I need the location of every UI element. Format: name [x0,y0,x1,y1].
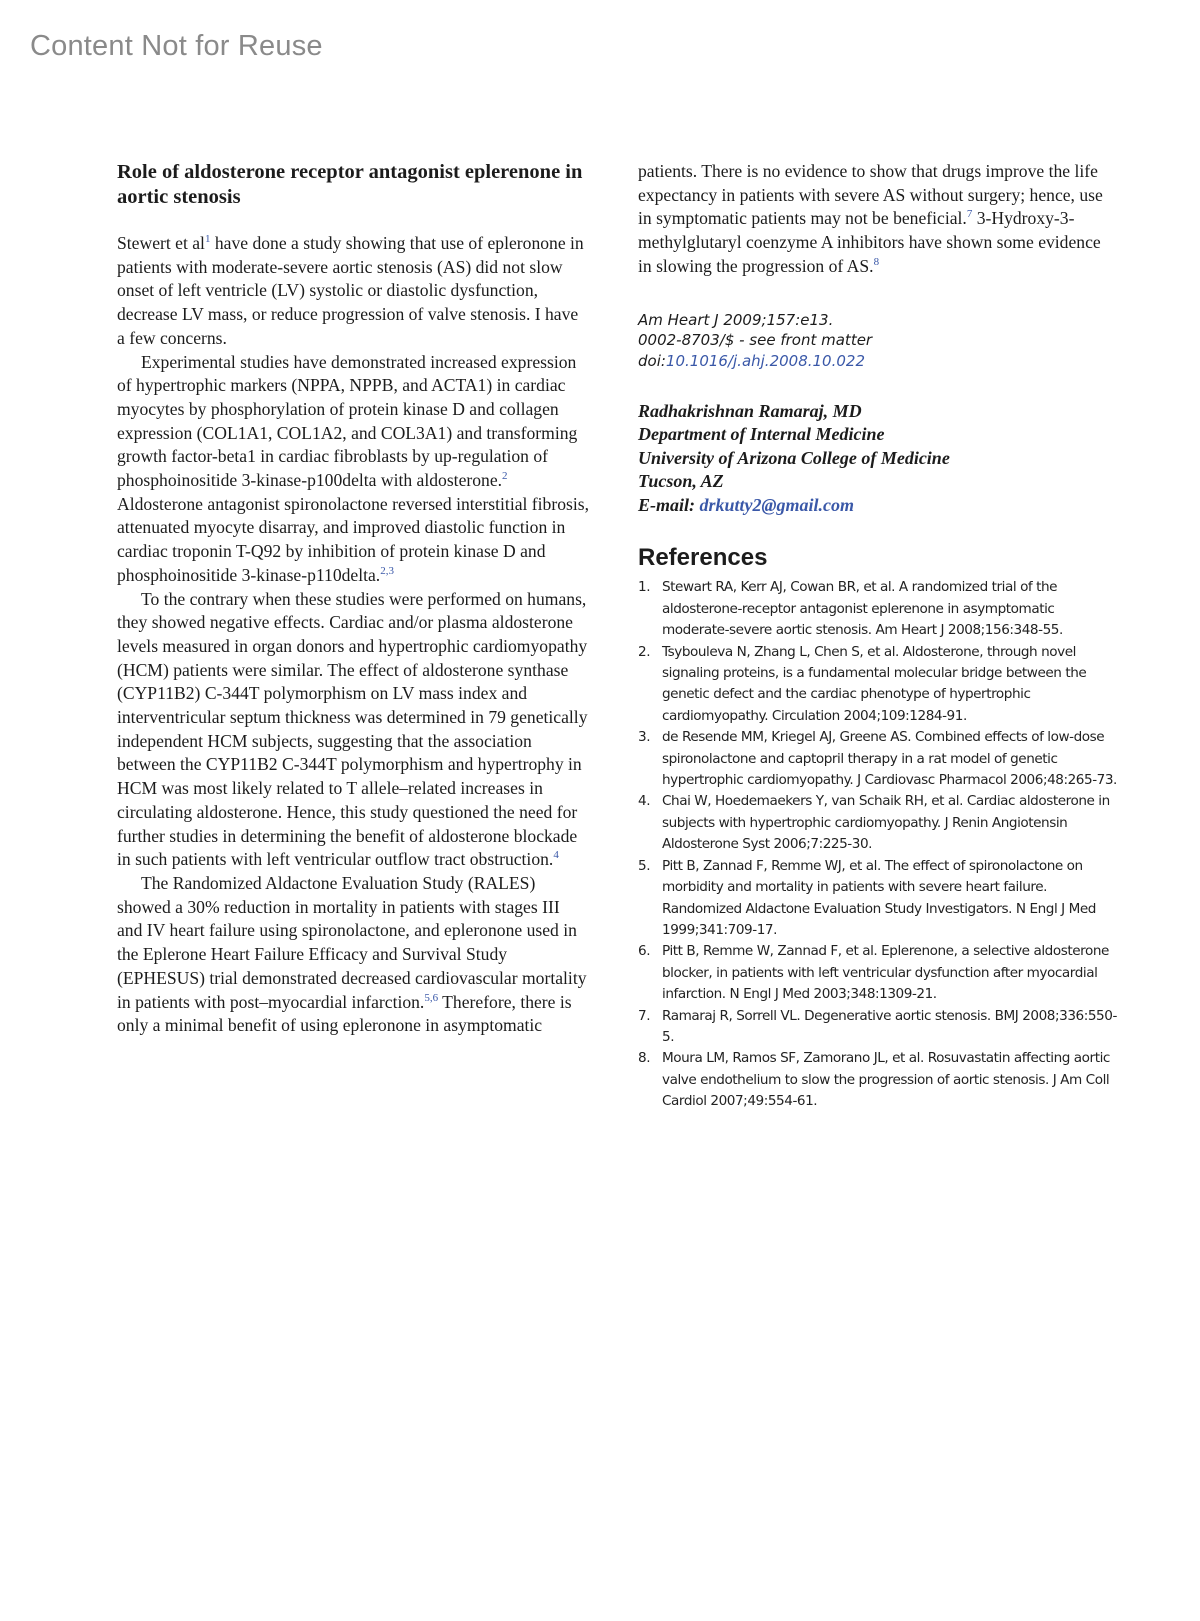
citation-superscript[interactable]: 4 [553,849,559,862]
reference-text: Pitt B, Zannad F, Remme WJ, et al. The effect of spironolactone on morbidity and mortality in patients with severe heart failure. Randomized Aldactone Evaluation Study Investigators. N Engl J Med 1999;341:709-17. [662,857,1096,938]
citation-superscript[interactable]: 2 [502,470,508,483]
journal-citation: Am Heart J 2009;157:e13. [638,310,834,329]
reference-text: Pitt B, Remme W, Zannad F, et al. Eplerenone, a selective aldosterone blocker, in patients with left ventricular dysfunction after myocardial infarction. N Engl J Med 2003;348:1309-21. [662,943,1109,1003]
reference-number: 5. [638,857,651,874]
reference-number: 8. [638,1050,651,1067]
author-block [638,400,1118,518]
reference-text: Tsybouleva N, Zhang L, Chen S, et al. Aldosterone, through novel signaling proteins, is a fundamental molecular bridge between the genetic defect and the cardiac phenotype of hypertrophic cardiomyopathy. Circulation 2004;109:1284-91. [662,643,1087,724]
author-email-link[interactable]: drkutty2@gmail.com [699,494,854,515]
paragraph-4-continued: patients. There is no evidence to show that drugs improve the life expectancy in patients with severe AS without surgery; hence, use in symptomatic patients may not be beneficial.$^7$ 3-Hydroxy-3-methylglutaryl coenzyme A inhibitors have shown some evidence in slowing the progression of AS.$^8$ [638,161,1103,276]
reference-number: 3. [638,729,651,746]
references-heading: References [638,544,768,572]
left-column [117,160,589,1038]
reference-text: Chai W, Hoedemaekers Y, van Schaik RH, et al. Cardiac aldosterone in subjects with hypertrophic cardiomyopathy. J Renin Angiotensin Aldosterone Syst 2006;7:225-30. [662,793,1110,853]
reference-number: 2. [638,643,651,660]
reference-item [638,1006,1118,1049]
reference-item [638,642,1118,728]
author-email-line [638,494,1118,518]
reference-item [638,727,1118,791]
reference-text: Moura LM, Ramos SF, Zamorano JL, et al. Rosuvastatin affecting aortic valve endothelium to slow the progression of aortic stenosis. J Am Coll Cardiol 2007;49:554-61. [662,1050,1110,1110]
reference-number: 4. [638,793,651,810]
reference-item [638,1048,1118,1112]
author-department: Department of Internal Medicine [638,424,885,445]
paragraph-2: Experimental studies have demonstrated increased expression of hypertrophic markers (NPPA, NPPB, and ACTA1) in cardiac myocytes by phosphorylation of protein kinase D and collagen expression (COL1A1, COL1A2, and COL3A1) and transforming growth factor-beta1 in cardiac fibroblasts by up-regulation of phosphoinositide 3-kinase-p100delta with aldosterone.$^2$ Aldosterone antagonist spironolactone reversed interstitial fibrosis, attenuated myocyte disarray, and improved diastolic function in cardiac troponin T-Q92 by inhibition of protein kinase D and phosphoinositide 3-kinase-p110delta.$^{2,3}$ [117,351,589,585]
paragraph-3: To the contrary when these studies were performed on humans, they showed negative effects. Cardiac and/or plasma aldosterone levels measured in organ donors and hypertrophic cardiomyopathy (HCM) patients were similar. The effect of aldosterone synthase (CYP11B2) C-344T polymorphism on LV mass index and interventricular septum thickness was determined in 79 genetically independent HCM subjects, suggesting that the association between the CYP11B2 C-344T polymorphism and hypertrophy in HCM was most likely related to T allele–related increases in circulating aldosterone. Hence, this study questioned the need for further studies in determining the benefit of aldosterone blockade in such patients with left ventricular outflow tract obstruction.$^4$ [117,588,588,870]
author-institution: University of Arizona College of Medicine [638,447,950,468]
reference-item [638,856,1118,942]
doi-label: doi: [638,352,666,371]
reference-text: de Resende MM, Kriegel AJ, Greene AS. Combined effects of low-dose spironolactone and captopril therapy in a rat model of genetic hypertrophic cardiomyopathy. J Cardiovasc Pharmacol 2006;48:265-73. [662,729,1117,789]
reference-number: 6. [638,943,651,960]
reference-number: 1. [638,579,651,596]
reference-item [638,577,1118,641]
paragraph-1: Stewert et al$^1$ have done a study showing that use of epleronone in patients with moderate-severe aortic stenosis (AS) did not slow onset of left ventricle (LV) systolic or diastolic dysfunction, decrease LV mass, or reduce progression of valve stenosis. I have a few concerns. [117,233,584,348]
citation-superscript[interactable]: 7 [966,208,973,221]
references-list [638,577,1118,1112]
citation-superscript[interactable]: 1 [204,233,211,245]
reference-item [638,791,1118,855]
citation-superscript[interactable]: 8 [873,255,880,268]
reference-text: Ramaraj R, Sorrell VL. Degenerative aortic stenosis. BMJ 2008;336:550-5. [662,1007,1117,1045]
citation-superscript[interactable]: 2,3 [380,564,394,577]
reference-text: Stewart RA, Kerr AJ, Cowan BR, et al. A randomized trial of the aldosterone-receptor antagonist eplerenone in asymptomatic moderate-severe aortic stenosis. Am Heart J 2008;156:348-55. [662,579,1063,639]
right-column [638,160,1118,1113]
reference-number: 7. [638,1007,651,1024]
doi-line [638,351,1118,372]
paragraph-4-start: The Randomized Aldactone Evaluation Study (RALES) showed a 30% reduction in mortality in patients with stages III and IV heart failure using spironolactone, and epleronone used in the Eplerone Heart Failure Efficacy and Survival Study (EPHESUS) trial demonstrated decreased cardiovascular mortality in patients with post–myocardial infarction.$^{5,6}$ Therefore, there is only a minimal benefit of using epleronone in asymptomatic [117,872,587,1036]
email-label: E-mail: [638,494,695,515]
author-location: Tucson, AZ [638,471,724,492]
citation-superscript[interactable]: 5,6 [424,991,439,1004]
watermark: Content Not for Reuse [30,30,323,62]
issn-line: 0002-8703/$ - see front matter [638,331,873,350]
article-citation [638,310,1118,372]
author-name: Radhakrishnan Ramaraj, MD [638,400,862,421]
reference-item [638,941,1118,1005]
article-title: Role of aldosterone receptor antagonist eplerenone in aortic stenosis [117,161,583,208]
doi-link[interactable]: 10.1016/j.ahj.2008.10.022 [665,352,866,371]
